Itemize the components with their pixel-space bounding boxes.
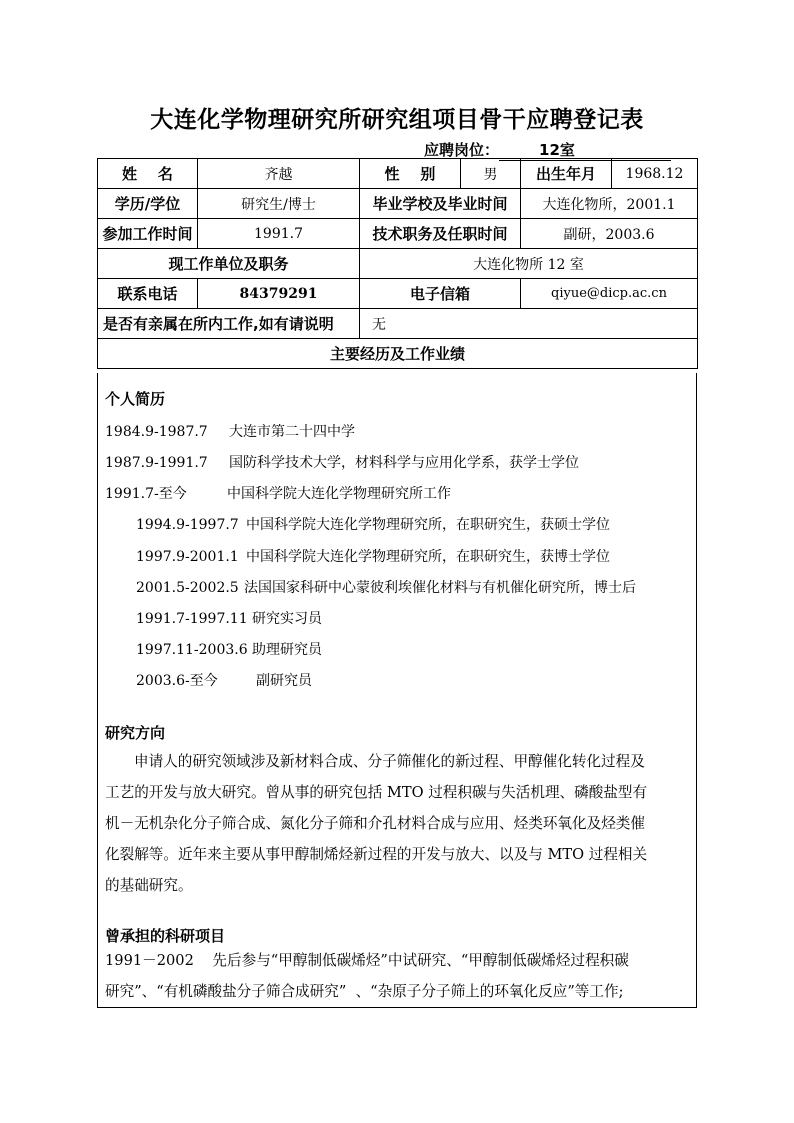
section-heading: 主要经历及工作业绩	[98, 339, 698, 369]
unit-value: 大连化物所 12 室	[360, 249, 698, 279]
resume-heading: 个人简历	[105, 390, 166, 408]
gender-label: 性 别	[360, 159, 461, 189]
work-start-value: 1991.7	[198, 219, 360, 249]
unit-label: 现工作单位及职务	[98, 249, 360, 279]
email-value: qiyue@dicp.ac.cn	[521, 279, 698, 309]
table-row	[98, 309, 698, 339]
gender-value: 男	[461, 159, 521, 189]
list-item: 1994.9-1997.7 中国科学院大连化学物理研究所，在职研究生，获硕士学位	[136, 517, 610, 533]
list-item: 2003.6-至今 副研究员	[136, 673, 312, 689]
list-item: 1991.7-1997.11 研究实习员	[136, 611, 322, 627]
email-label: 电子信箱	[360, 279, 521, 309]
position-label: 应聘岗位：	[424, 141, 500, 159]
list-item: 1987.9-1991.7 国防科学技术大学，材料科学与应用化学系，获学士学位	[105, 455, 579, 471]
list-item: 2001.5-2002.5 法国国家科研中心蒙彼利埃催化材料与有机催化研究所，博士后	[136, 580, 636, 596]
registration-table	[97, 158, 698, 369]
work-start-label: 参加工作时间	[98, 219, 198, 249]
job-title-label: 技术职务及任职时间	[360, 219, 521, 249]
phone-value: 84379291	[198, 279, 360, 309]
edu-value: 研究生/博士	[198, 189, 360, 219]
experience-box	[97, 373, 697, 1008]
school-label: 毕业学校及毕业时间	[360, 189, 521, 219]
relative-value: 无	[360, 309, 698, 339]
phone-label: 联系电话	[98, 279, 198, 309]
position-value: 12室	[499, 139, 671, 161]
list-item: 1984.9-1987.7 大连市第二十四中学	[105, 424, 355, 440]
name-value: 齐越	[198, 159, 360, 189]
table-row	[98, 279, 698, 309]
table-row	[98, 189, 698, 219]
table-row	[98, 339, 698, 369]
table-row	[98, 219, 698, 249]
table-row	[98, 159, 698, 189]
projects-heading: 曾承担的科研项目	[105, 927, 226, 945]
birth-value: 1968.12	[612, 159, 698, 189]
table-row	[98, 249, 698, 279]
research-heading: 研究方向	[105, 724, 166, 742]
list-item: 1991.7-至今 中国科学院大连化学物理研究所工作	[105, 486, 451, 502]
list-item: 1997.11-2003.6 助理研究员	[136, 642, 322, 658]
school-value: 大连化物所，2001.1	[521, 189, 698, 219]
relative-label: 是否有亲属在所内工作,如有请说明	[98, 309, 360, 339]
projects-paragraph: 1991－2002 先后参与“甲醇制低碳烯烃”中试研究、“甲醇制低碳烯烃过程积碳 研究”、“有机磷酸盐分子筛合成研究” 、“杂原子分子筛上的环氧化反应”等工作;	[105, 952, 629, 1000]
name-label: 姓 名	[98, 159, 198, 189]
job-title-value: 副研，2003.6	[521, 219, 698, 249]
research-paragraph: 申请人的研究领域涉及新材料合成、分子筛催化的新过程、甲醇催化转化过程及 工艺的开发与放大研究。曾从事的研究包括 MTO 过程积碳与失活机理、磷酸盐型有 机－无机杂化分子筛合成、氮化分子筛和介孔材料合成与应用、烃类环氧化及烃类催 化裂解等。近年来主要从事甲醇制烯烃新过程的开发与放大、以及与 MTO 过程相关 的基础研究。	[105, 753, 648, 894]
birth-label: 出生年月	[521, 159, 612, 189]
edu-label: 学历/学位	[98, 189, 198, 219]
page-title: 大连化学物理研究所研究组项目骨干应聘登记表	[150, 107, 644, 133]
list-item: 1997.9-2001.1 中国科学院大连化学物理研究所，在职研究生，获博士学位	[136, 549, 610, 565]
